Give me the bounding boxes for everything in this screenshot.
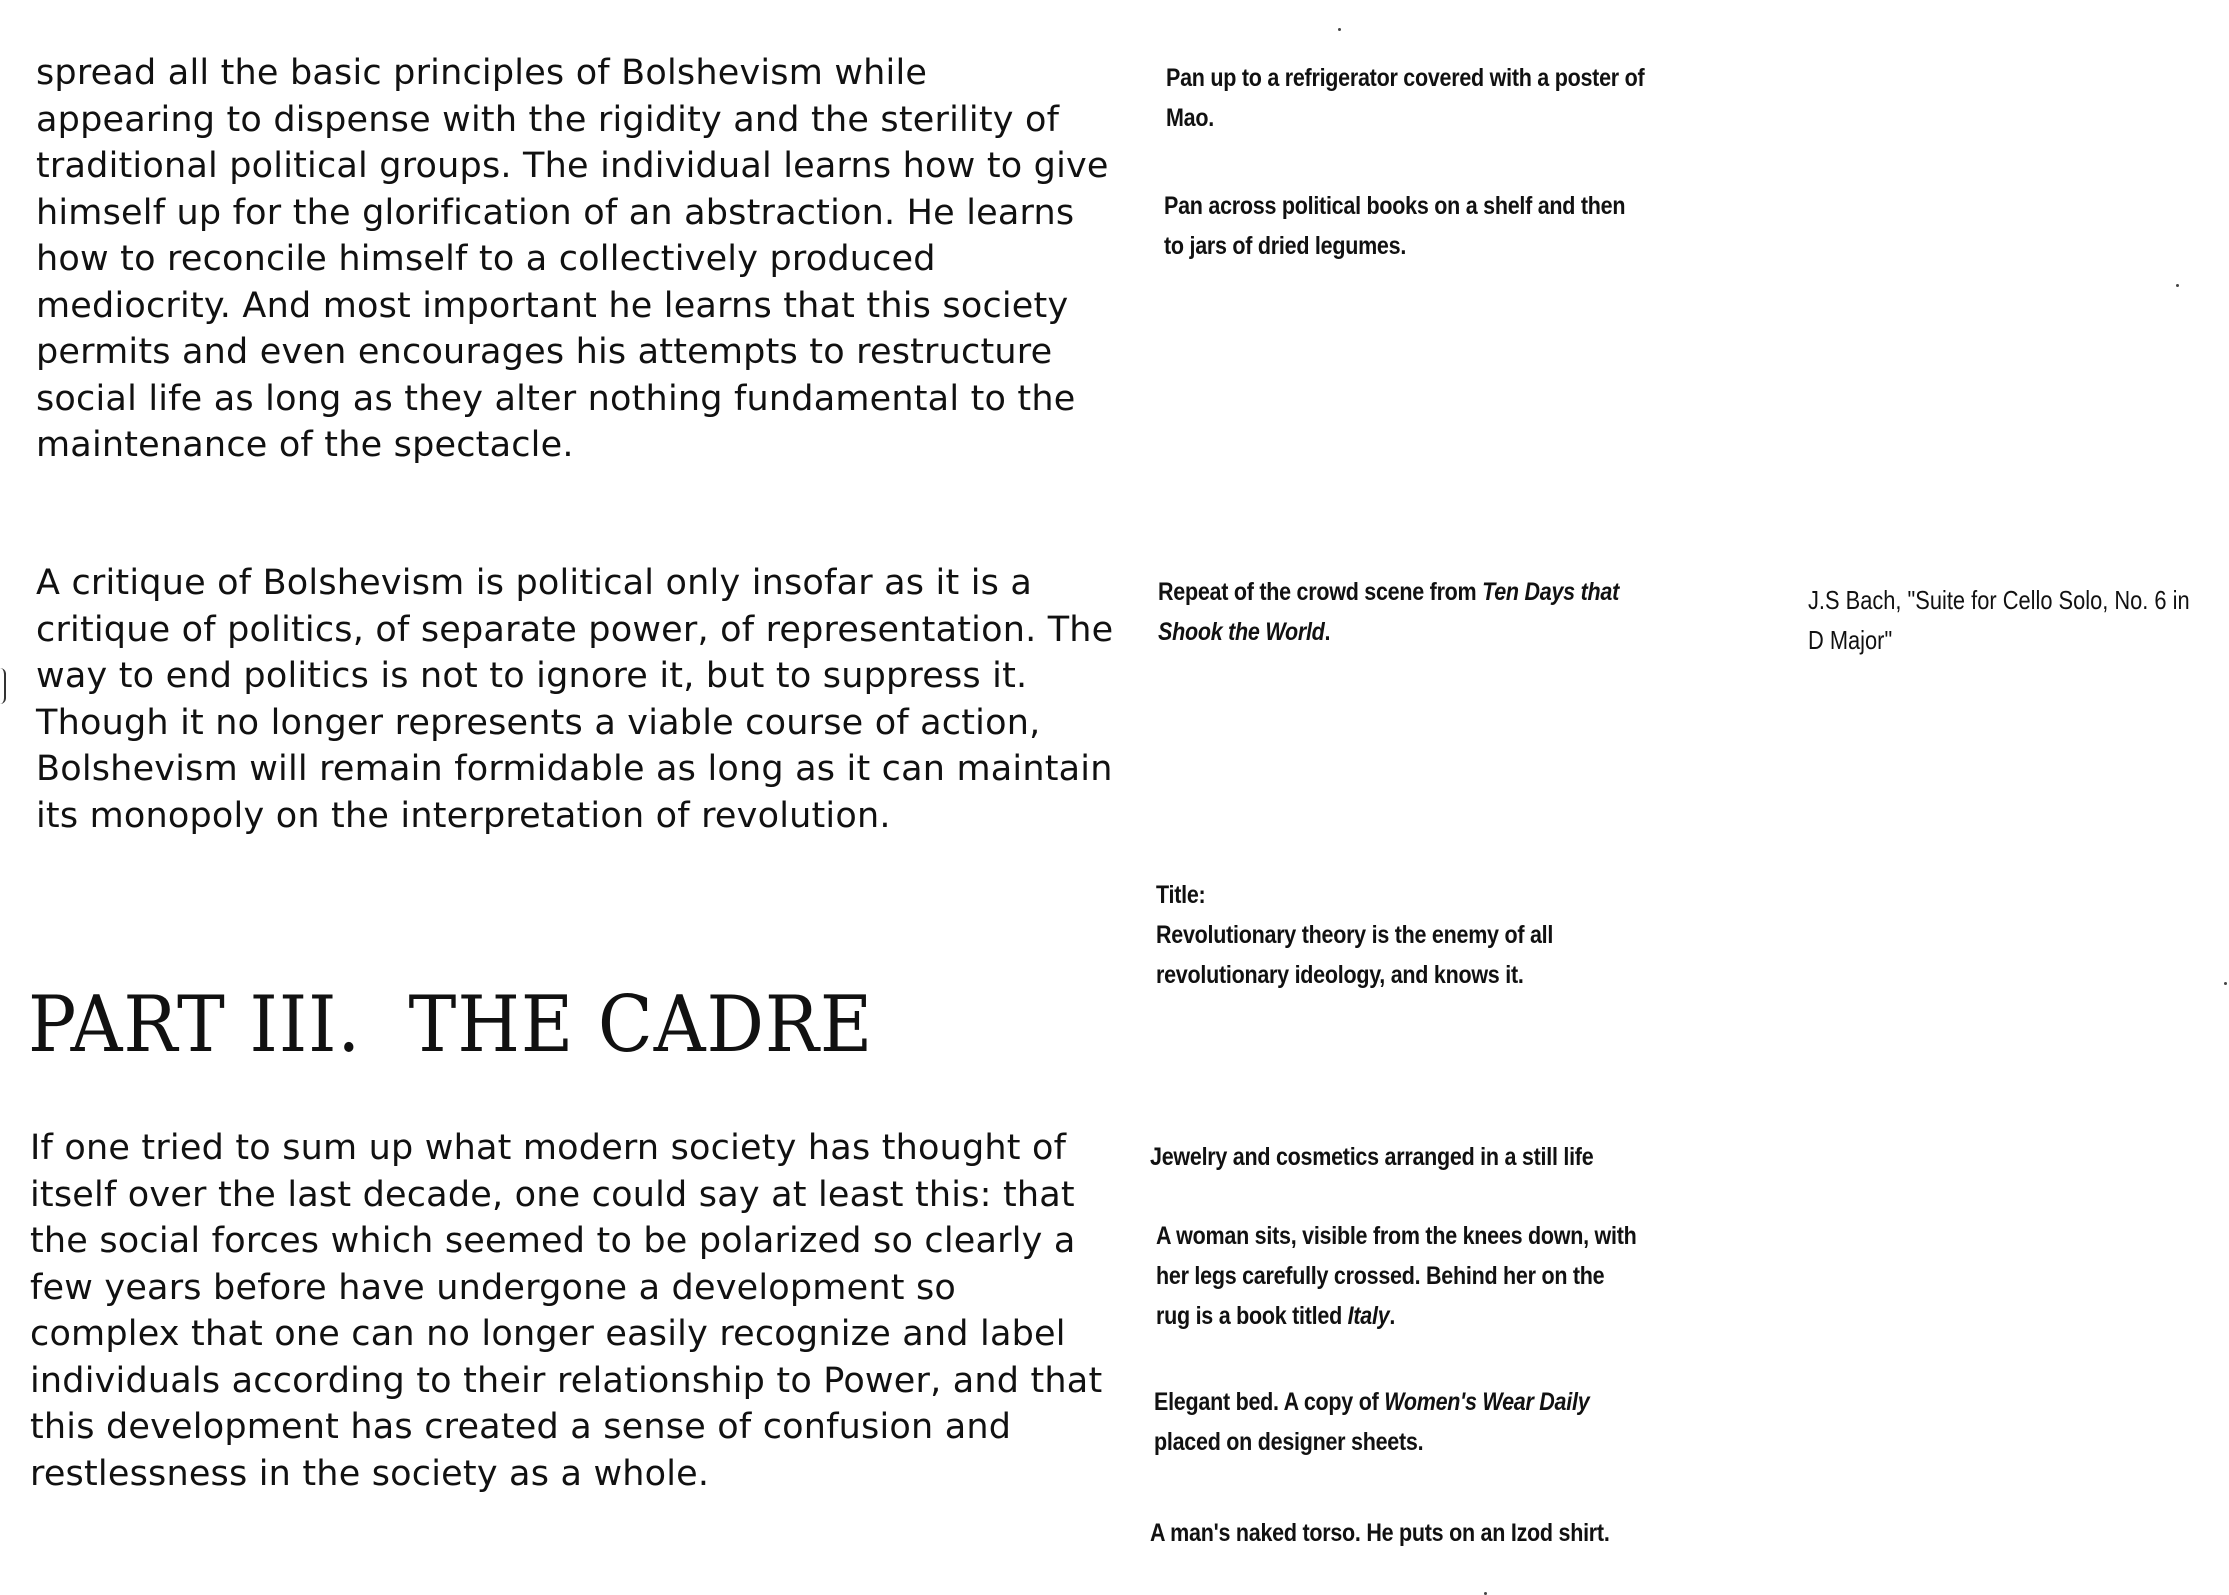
title-card-label: Title: xyxy=(1156,881,1206,909)
image-note-4 xyxy=(1156,875,1638,995)
image-note-6 xyxy=(1156,1216,1638,1336)
scan-speck xyxy=(1338,28,1341,31)
scan-speck xyxy=(2176,284,2179,287)
scan-speck xyxy=(2224,982,2227,985)
book-title: Italy xyxy=(1347,1302,1390,1330)
music-note-1: J.S Bach, "Suite for Cello Solo, No. 6 in D Major" xyxy=(1808,585,2190,655)
magazine-title: Women's Wear Daily xyxy=(1384,1388,1590,1416)
image-note-7-text: Elegant bed. A copy of xyxy=(1154,1388,1385,1416)
image-note-6-end: . xyxy=(1389,1302,1396,1330)
body-paragraph-3: If one tried to sum up what modern society has thought of itself over the last decade, one could say at least this: that the social forces which seemed to be polarized so clearly a few years before have undergone a development so complex that one can no longer easily recognize and label individuals according to their relationship to Power, and that this development has created a sense of confusion and restlessness in the society as a whole. xyxy=(30,1128,1103,1494)
body-paragraph-2: A critique of Bolshevism is political only insofar as it is a critique of politics, of separate power, of representation. The way to end politics is not to ignore it, but to suppress it. Though it no longer represents a viable course of action, Bolshevism will remain formidable as long as it can maintain its monopoly on the interpretation of revolution. xyxy=(36,563,1114,836)
image-note-7-end: placed on designer sheets. xyxy=(1154,1428,1424,1456)
title-card-text: Revolutionary theory is the enemy of all revolutionary ideology, and knows it. xyxy=(1156,921,1554,989)
image-note-3-end: . xyxy=(1324,618,1331,646)
image-note-6-text: A woman sits, visible from the knees down, with her legs carefully crossed. Behind her on the rug is a book titled xyxy=(1156,1222,1637,1330)
image-note-8: A man's naked torso. He puts on an Izod shirt. xyxy=(1150,1519,1610,1547)
image-note-1: Pan up to a refrigerator covered with a poster of Mao. xyxy=(1166,64,1645,132)
image-note-2: Pan across political books on a shelf and then to jars of dried legumes. xyxy=(1164,192,1626,260)
image-note-5: Jewelry and cosmetics arranged in a still life xyxy=(1150,1143,1594,1171)
image-note-7 xyxy=(1154,1382,1636,1462)
image-note-3-text: Repeat of the crowd scene from xyxy=(1158,578,1483,606)
margin-mark xyxy=(0,668,6,704)
image-note-3 xyxy=(1158,572,1640,652)
film-title: Ten Days that Shook the World xyxy=(1158,578,1619,646)
section-heading: PART III. THE CADRE xyxy=(28,980,874,1070)
body-paragraph-1: spread all the basic principles of Bolshevism while appearing to dispense with the rigidity and the sterility of traditional political groups. The individual learns how to give himself up for the glorification of an abstraction. He learns how to reconcile himself to a collectively produced mediocrity. And most important he learns that this society permits and even encourages his attempts to restructure social life as long as they alter nothing fundamental to the maintenance of the spectacle. xyxy=(36,53,1109,465)
